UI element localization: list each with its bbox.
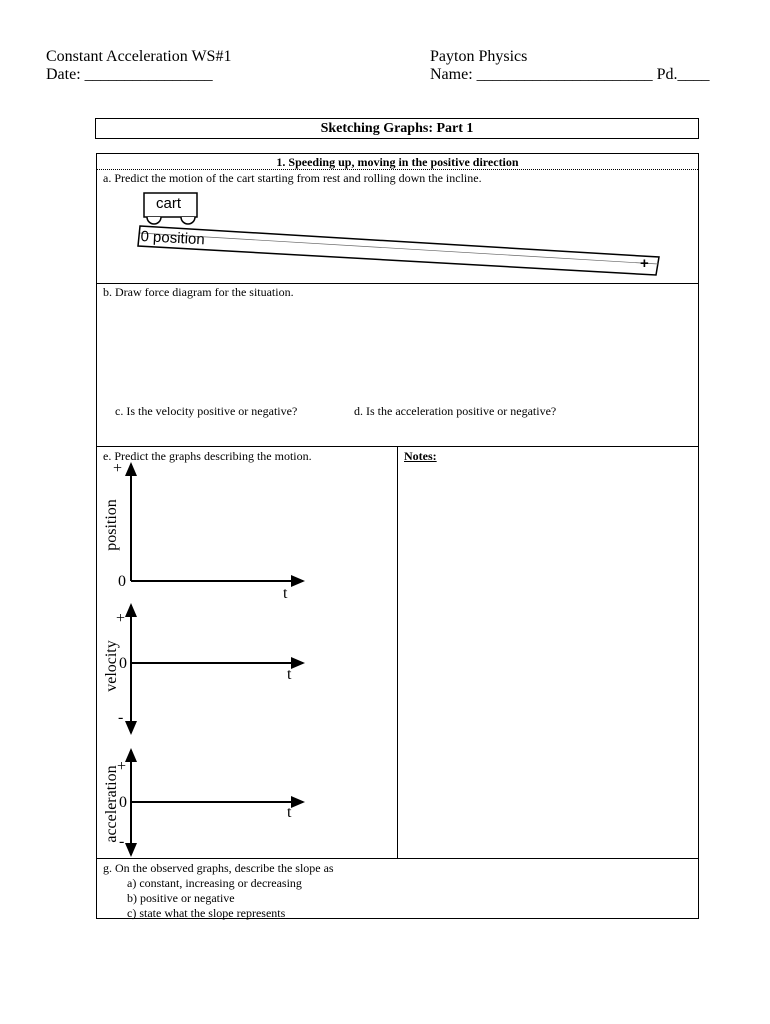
- question-e: e. Predict the graphs describing the motion.: [103, 449, 312, 463]
- acceleration-ylabel: acceleration: [103, 765, 120, 843]
- section-heading: 1. Speeding up, moving in the positive direction: [276, 155, 519, 169]
- question-a: a. Predict the motion of the cart starting from rest and rolling down the incline.: [103, 171, 482, 185]
- question-b: b. Draw force diagram for the situation.: [103, 285, 294, 299]
- position-zero: 0: [118, 573, 126, 590]
- cart-label: cart: [156, 195, 182, 212]
- acceleration-plus: +: [117, 758, 127, 775]
- row-divider-e: [96, 858, 699, 859]
- question-g-item: c) state what the slope represents: [127, 906, 286, 920]
- question-d: d. Is the acceleration positive or negative?: [354, 404, 557, 418]
- notes-label: Notes:: [404, 449, 437, 463]
- acceleration-t: t: [287, 804, 292, 821]
- velocity-t: t: [287, 666, 292, 683]
- acceleration-zero: 0: [119, 794, 127, 811]
- velocity-ylabel: velocity: [103, 640, 120, 692]
- position-t: t: [283, 585, 288, 602]
- question-g-item: a) constant, increasing or decreasing: [127, 876, 302, 890]
- date-field: Date: ________________: [46, 66, 213, 83]
- ramp-plus-label: +: [640, 255, 649, 272]
- velocity-zero: 0: [119, 655, 127, 672]
- question-c: c. Is the velocity positive or negative?: [115, 404, 298, 418]
- position-plus: +: [113, 460, 123, 477]
- question-g-item: b) positive or negative: [127, 891, 235, 905]
- name-field: Name: ______________________ Pd.____: [430, 66, 710, 83]
- velocity-plus: +: [116, 610, 126, 627]
- question-g: g. On the observed graphs, describe the slope as: [103, 861, 334, 875]
- page-title: Sketching Graphs: Part 1: [320, 121, 474, 136]
- course-name: Payton Physics: [430, 48, 528, 65]
- position-ylabel: position: [103, 499, 120, 551]
- zero-position-label: 0 position: [140, 228, 206, 249]
- worksheet-title: Constant Acceleration WS#1: [46, 48, 232, 65]
- acceleration-minus: -: [119, 833, 125, 850]
- velocity-minus: -: [118, 709, 124, 726]
